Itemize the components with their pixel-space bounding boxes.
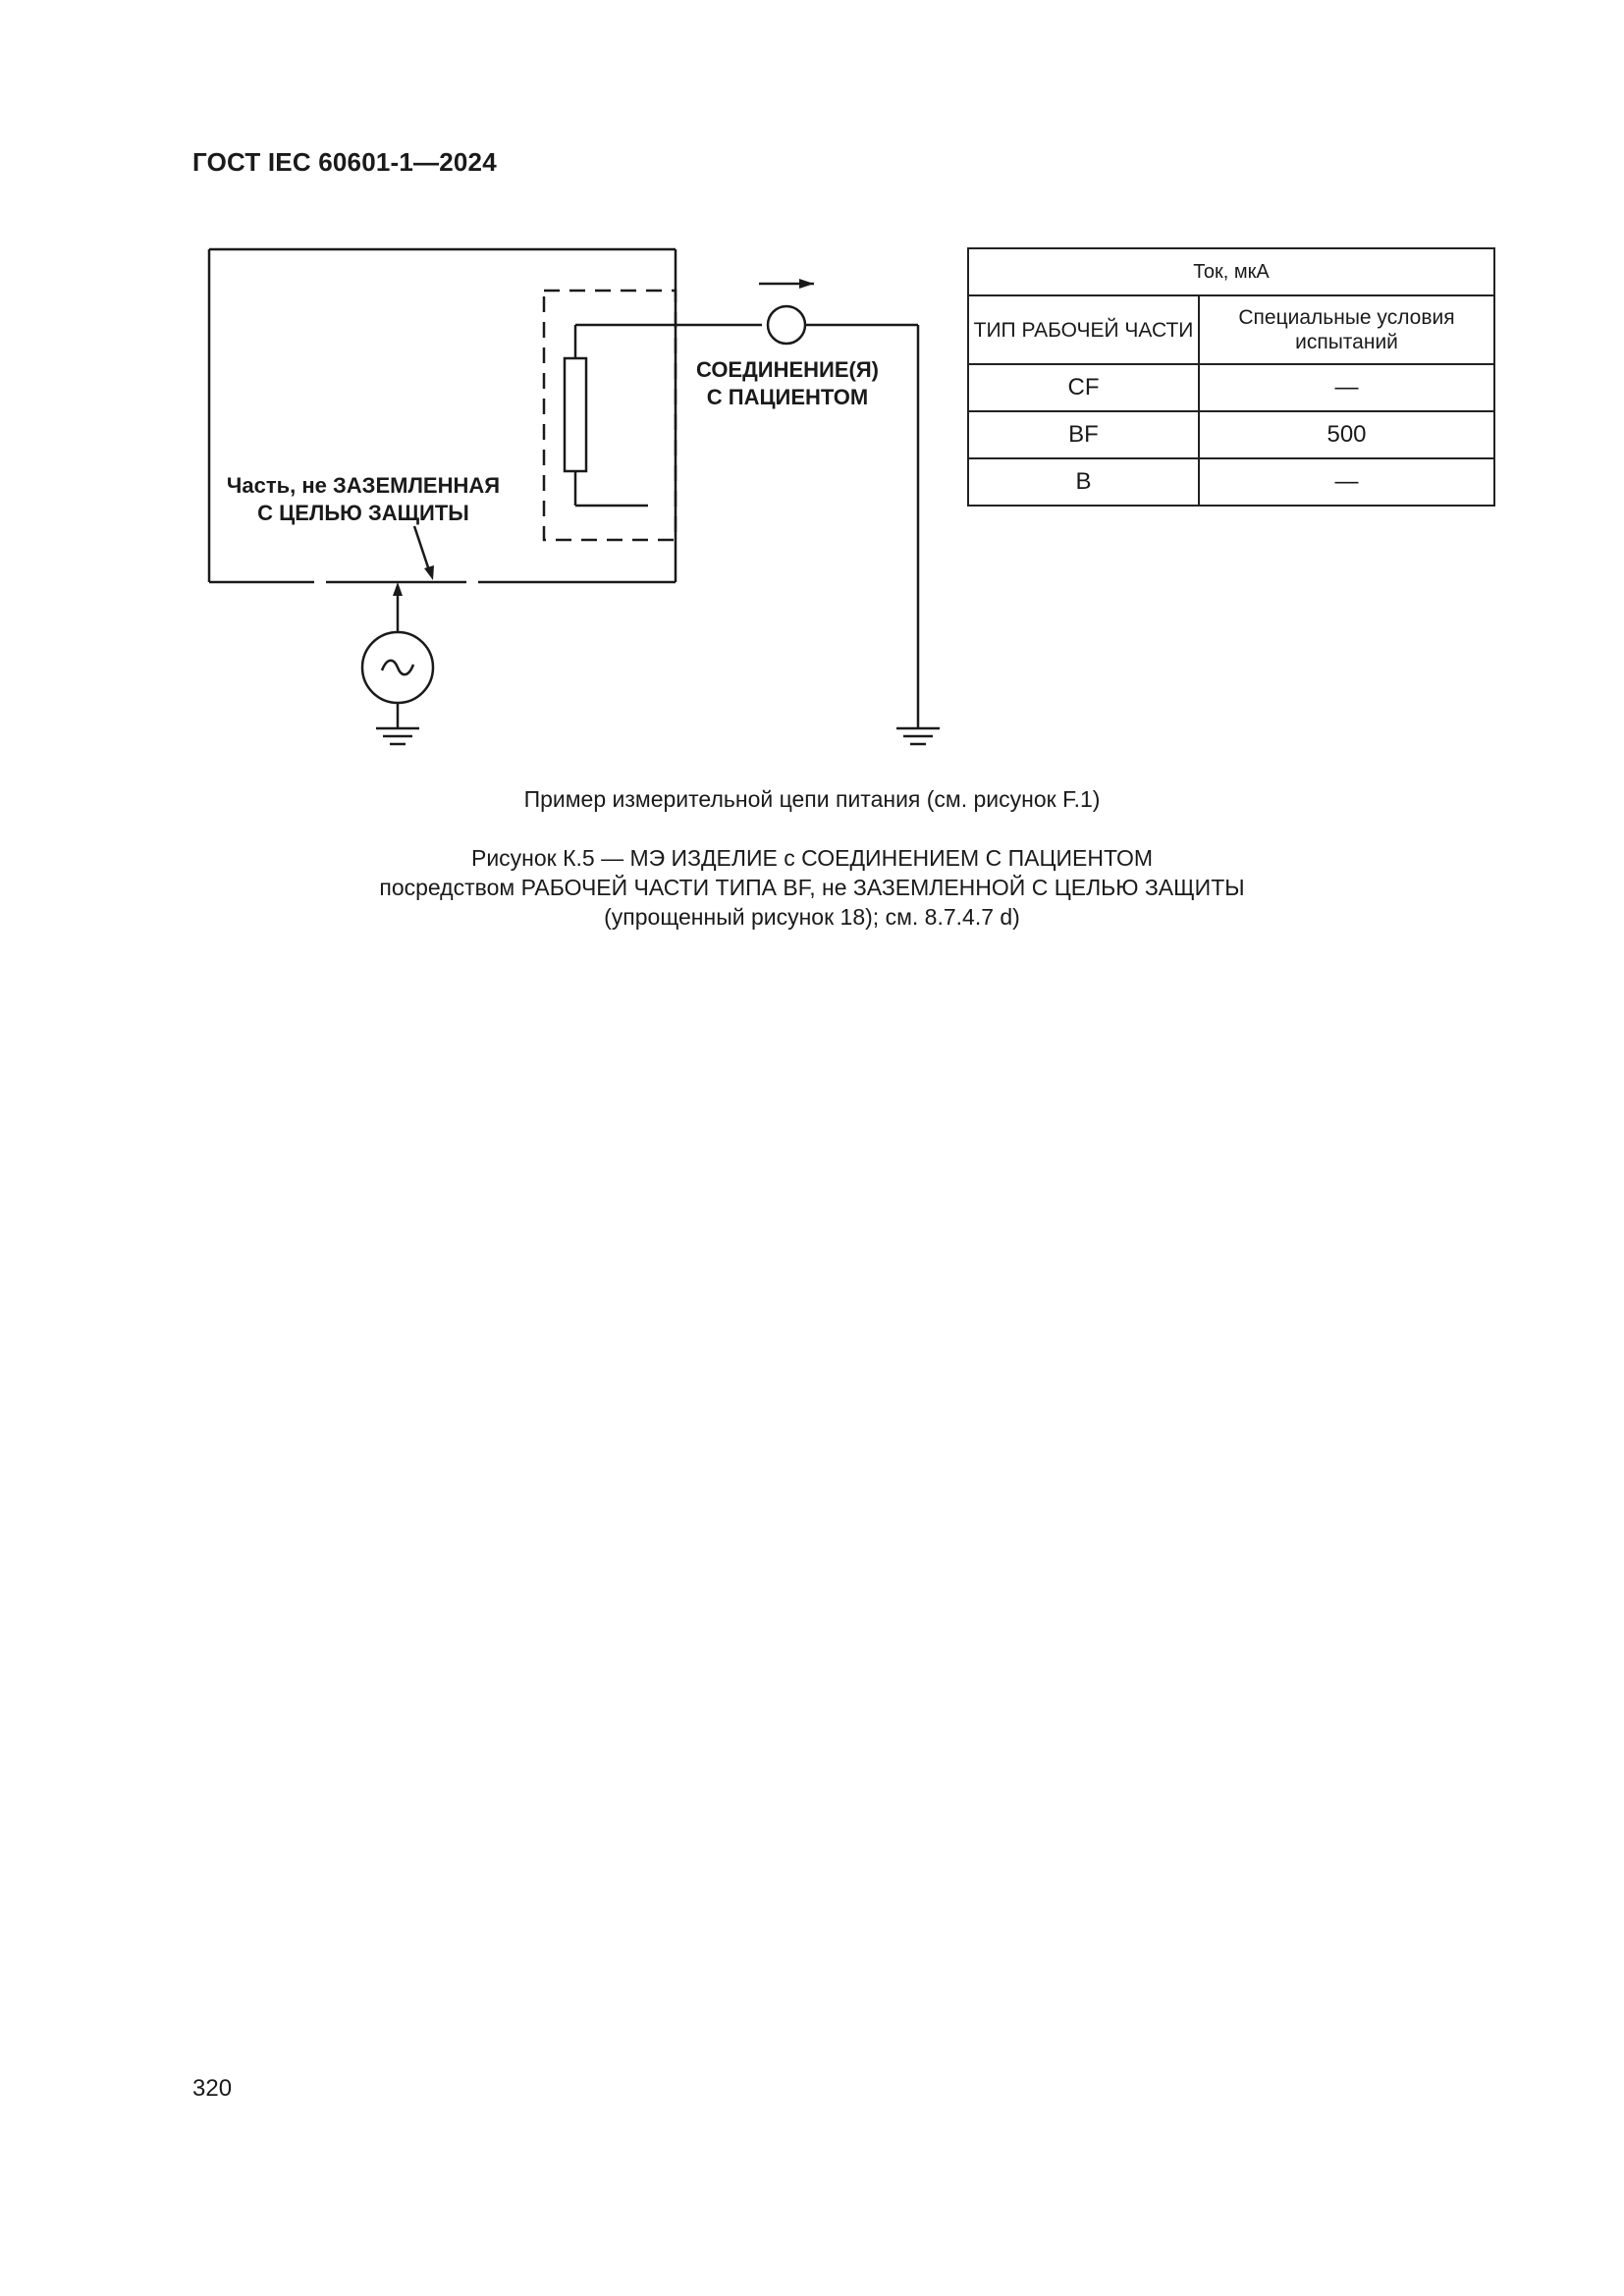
table-cell: BF xyxy=(968,411,1199,458)
figure-caption-line: (упрощенный рисунок 18); см. 8.7.4.7 d) xyxy=(604,904,1020,930)
column-header: ТИП РАБОЧЕЙ ЧАСТИ xyxy=(968,295,1199,364)
ground-icon xyxy=(896,728,940,744)
table-cell: CF xyxy=(968,364,1199,411)
patient-connection-label: СОЕДИНЕНИЕ(Я) xyxy=(695,357,880,382)
current-table xyxy=(967,247,1495,507)
page-number: 320 xyxy=(192,2075,233,2102)
table-cell: — xyxy=(1199,364,1494,411)
circuit-note: Пример измерительной цепи питания (см. рисунок F.1) xyxy=(523,786,1101,812)
table-cell: — xyxy=(1199,458,1494,506)
table-row xyxy=(968,364,1494,411)
current-meter-icon xyxy=(768,306,805,344)
figure-caption-line: посредством РАБОЧЕЙ ЧАСТИ ТИПА BF, не ЗАЗЕМЛЕННОЙ С ЦЕЛЬЮ ЗАЩИТЫ xyxy=(379,875,1245,900)
resistor-icon xyxy=(565,358,586,471)
ungrounded-part-label: Часть, не ЗАЗЕМЛЕННАЯ xyxy=(226,473,501,498)
patient-connection-label: С ПАЦИЕНТОМ xyxy=(706,385,869,409)
table-title: Ток, мкА xyxy=(968,248,1494,295)
column-header: Специальные условия испытаний xyxy=(1199,295,1494,364)
figure-caption xyxy=(0,843,1624,932)
ground-icon xyxy=(376,728,419,744)
table-cell: B xyxy=(968,458,1199,506)
figure-caption-line: Рисунок К.5 — МЭ ИЗДЕЛИЕ с СОЕДИНЕНИЕМ С ПАЦИЕНТОМ xyxy=(470,845,1154,871)
ungrounded-part-label: С ЦЕЛЬЮ ЗАЩИТЫ xyxy=(257,501,469,525)
table-row xyxy=(968,411,1494,458)
table-cell: 500 xyxy=(1199,411,1494,458)
arrow-icon xyxy=(759,279,814,289)
table-row xyxy=(968,458,1494,506)
me-equipment-enclosure xyxy=(209,249,676,582)
document-header: ГОСТ IEC 60601-1—2024 xyxy=(192,147,497,177)
ac-voltage-source-icon xyxy=(362,632,433,703)
